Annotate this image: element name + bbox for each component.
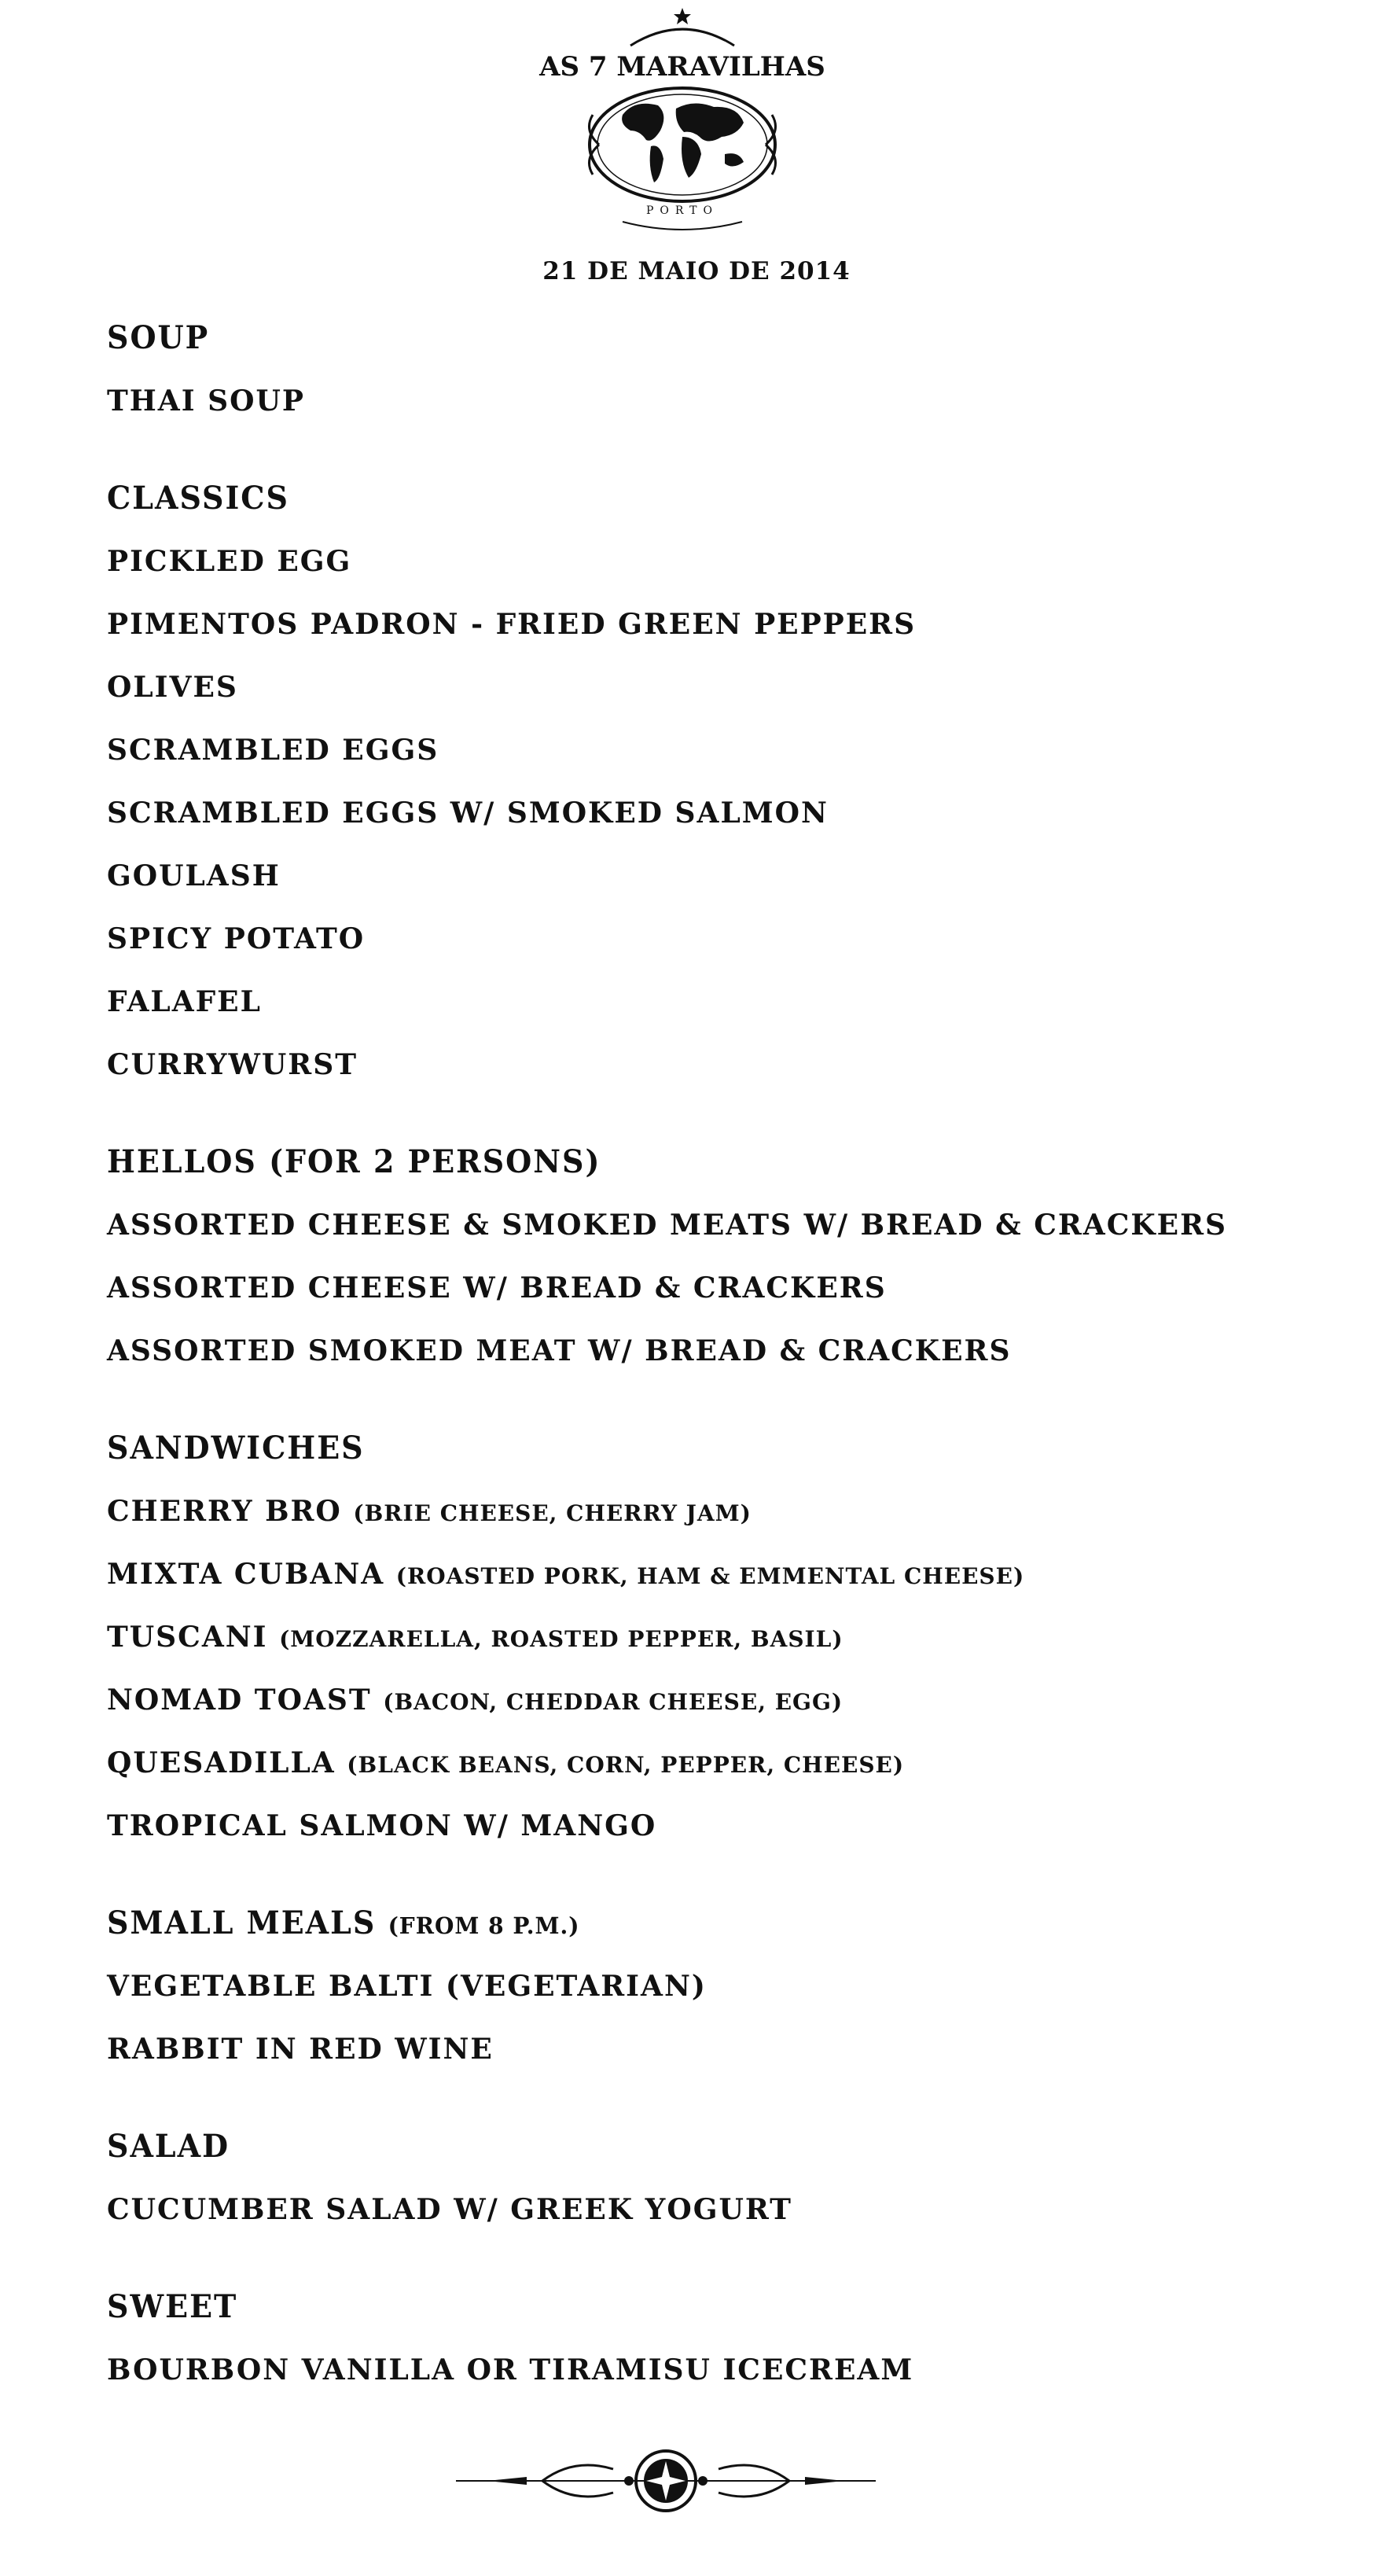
menu-item — [107, 1202, 1286, 1264]
menu-item-name: MIXTA CUBANA — [107, 1558, 385, 1591]
menu-item — [107, 2186, 1286, 2249]
footer-ornament — [456, 2445, 876, 2516]
menu-item-name: CUCUMBER SALAD W/ GREEK YOGURT — [107, 2193, 792, 2226]
menu-item-name: NOMAD TOAST — [107, 1684, 372, 1717]
menu-item-name: SCRAMBLED EGGS W/ SMOKED SALMON — [107, 797, 829, 830]
section-heading — [107, 1423, 1286, 1489]
section-title: SOUP — [107, 318, 210, 356]
menu-item-description: (BRIE CHEESE, CHERRY JAM) — [353, 1500, 752, 1526]
menu-item — [107, 789, 1286, 852]
menu-item — [107, 852, 1286, 915]
logo-subtext: PORTO — [645, 204, 719, 217]
menu-section — [107, 2123, 1286, 2249]
menu-section — [107, 315, 1286, 440]
section-heading — [107, 1137, 1286, 1203]
menu-section — [107, 475, 1286, 1104]
section-heading — [107, 2282, 1286, 2348]
section-title: CLASSICS — [107, 479, 289, 517]
menu-item-name: TROPICAL SALMON W/ MANGO — [107, 1809, 657, 1842]
menu-item-name: SPICY POTATO — [107, 922, 366, 955]
menu-section — [107, 2283, 1286, 2409]
menu-item-name: PICKLED EGG — [107, 545, 352, 578]
menu-item-name: CURRYWURST — [107, 1048, 358, 1081]
menu-item-name: RABBIT IN RED WINE — [107, 2033, 494, 2066]
menu-item — [107, 1963, 1286, 2026]
menu-item — [107, 1264, 1286, 1327]
menu-item — [107, 2346, 1286, 2409]
menu-item — [107, 1802, 1286, 1865]
menu-item — [107, 538, 1286, 601]
menu-item — [107, 978, 1286, 1041]
menu-item — [107, 2026, 1286, 2088]
menu-list — [107, 315, 1286, 2444]
restaurant-logo — [539, 5, 825, 237]
menu-section — [107, 1425, 1286, 1865]
menu-item — [107, 664, 1286, 727]
menu-item-description: (MOZZARELLA, ROASTED PEPPER, BASIL) — [279, 1626, 844, 1652]
section-title: SANDWICHES — [107, 1429, 365, 1466]
menu-item — [107, 601, 1286, 664]
menu-item-name: VEGETABLE BALTI (VEGETARIAN) — [107, 1970, 707, 2003]
menu-item — [107, 1676, 1286, 1739]
menu-item-name: CHERRY BRO — [107, 1495, 342, 1528]
menu-item-description: (BACON, CHEDDAR CHEESE, EGG) — [383, 1689, 844, 1715]
menu-item-description: (BLACK BEANS, CORN, PEPPER, CHEESE) — [347, 1752, 905, 1778]
menu-item — [107, 1041, 1286, 1104]
section-title: SWEET — [107, 2287, 238, 2325]
menu-item — [107, 915, 1286, 978]
section-note: (FROM 8 P.M.) — [388, 1912, 580, 1940]
menu-item-name: ASSORTED CHEESE W/ BREAD & CRACKERS — [107, 1271, 887, 1305]
menu-item-name: PIMENTOS PADRON - FRIED GREEN PEPPERS — [107, 608, 917, 641]
menu-item — [107, 1614, 1286, 1676]
menu-item-name: SCRAMBLED EGGS — [107, 734, 439, 767]
menu-section — [107, 1139, 1286, 1390]
menu-item — [107, 1327, 1286, 1390]
section-title: SALAD — [107, 2127, 230, 2165]
menu-item — [107, 727, 1286, 789]
menu-item-name: GOULASH — [107, 859, 281, 892]
menu-item-name: OLIVES — [107, 671, 238, 704]
menu-item-name: THAI SOUP — [107, 385, 305, 418]
menu-item-name: BOURBON VANILLA OR TIRAMISU ICECREAM — [107, 2353, 914, 2386]
menu-item — [107, 1739, 1286, 1802]
logo-text: AS 7 MARAVILHAS — [539, 51, 825, 83]
menu-item-name: ASSORTED SMOKED MEAT W/ BREAD & CRACKERS — [107, 1334, 1012, 1367]
menu-item — [107, 377, 1286, 440]
menu-item-name: TUSCANI — [107, 1621, 268, 1654]
menu-item-description: (ROASTED PORK, HAM & EMMENTAL CHEESE) — [395, 1563, 1025, 1589]
section-title: SMALL MEALS — [107, 1904, 377, 1941]
section-heading — [107, 2122, 1286, 2188]
menu-section — [107, 1900, 1286, 2088]
section-heading — [107, 473, 1286, 539]
section-heading — [107, 1898, 1286, 1964]
section-heading — [107, 313, 1286, 379]
section-title: HELLOS (FOR 2 PERSONS) — [107, 1143, 601, 1180]
menu-item — [107, 1551, 1286, 1614]
menu-item — [107, 1488, 1286, 1551]
menu-date: 21 DE MAIO DE 2014 — [542, 257, 851, 285]
menu-item-name: FALAFEL — [107, 985, 262, 1018]
menu-item-name: ASSORTED CHEESE & SMOKED MEATS W/ BREAD & CRACKERS — [107, 1209, 1227, 1242]
menu-item-name: QUESADILLA — [107, 1746, 336, 1779]
